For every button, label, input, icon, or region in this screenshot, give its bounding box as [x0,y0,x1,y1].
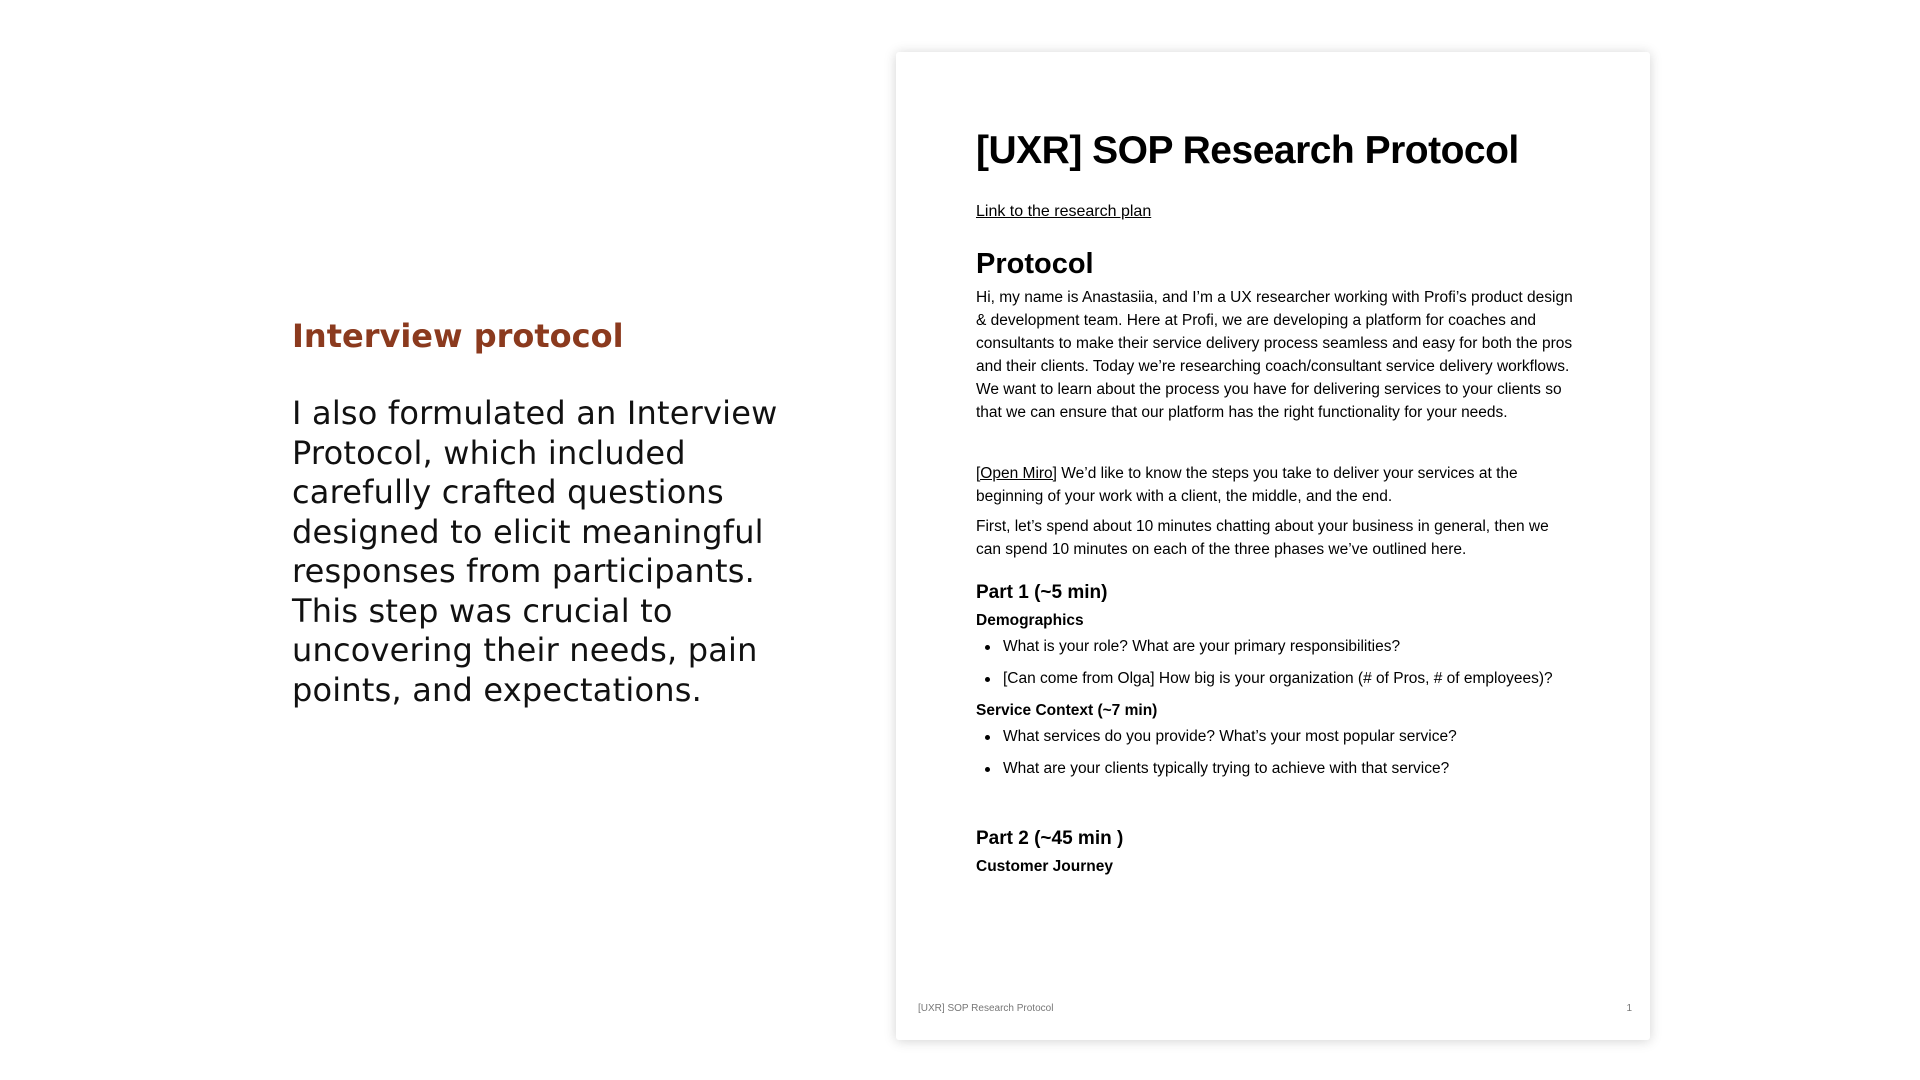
intro-paragraph: Hi, my name is Anastasiia, and I’m a UX researcher working with Profi’s product design & development team. Here at Profi, we are developing a platform for coaches and consultants to make their service delivery process seamless and easy for both the pros and their clients. Today we’re researching coach/consultant service delivery workflows. We want to learn about the process you have for delivering services to your clients so that we can ensure that our platform has the right functionality for your needs. [976,289,1573,421]
part1-heading: Part 1 (~5 min) [976,582,1108,603]
bullet-icon [985,645,990,650]
page-footer-title: [UXR] SOP Research Protocol [918,1003,1054,1014]
list-item [1003,637,1576,657]
miro-paragraph-text: We’d like to know the steps you take to deliver your services at the beginning of your work with a client, the middle, and the end. [976,465,1518,505]
demographics-list [976,637,1576,689]
bullet-icon [985,735,990,740]
customer-journey-heading: Customer Journey [976,858,1113,875]
research-plan-link[interactable]: Link to the research plan [976,203,1152,220]
list-item [1003,727,1576,747]
list-item-text: What are your clients typically trying to achieve with that service? [1003,760,1450,777]
demographics-heading: Demographics [976,612,1084,629]
list-item-text: What services do you provide? What’s your most popular service? [1003,728,1457,745]
service-context-heading: Service Context (~7 min) [976,702,1158,719]
document-content [976,126,1576,877]
document-page [896,52,1650,1040]
list-item [1003,759,1576,779]
document-title: [UXR] SOP Research Protocol [976,129,1519,172]
intro-section [292,316,812,710]
open-miro-link[interactable]: [Open Miro] [976,465,1057,482]
protocol-heading: Protocol [976,248,1094,280]
intro-heading: Interview protocol [292,317,624,355]
list-item-text: [Can come from Olga] How big is your organization (# of Pros, # of employees)? [1003,670,1553,687]
part2-heading: Part 2 (~45 min ) [976,828,1124,849]
bullet-icon [985,677,990,682]
bullet-icon [985,767,990,772]
chat-paragraph: First, let’s spend about 10 minutes chatting about your business in general, then we can spend 10 minutes on each of the three phases we’ve outlined here. [976,518,1549,558]
service-context-list [976,727,1576,779]
list-item-text: What is your role? What are your primary responsibilities? [1003,638,1401,655]
list-item [1003,669,1576,689]
miro-paragraph [976,462,1576,508]
intro-body: I also formulated an Interview Protocol, which included carefully crafted questions designed to elicit meaningful responses from participants. This step was crucial to uncovering their needs, pain points, and expectations. [292,394,778,709]
page-number: 1 [1626,1003,1632,1014]
